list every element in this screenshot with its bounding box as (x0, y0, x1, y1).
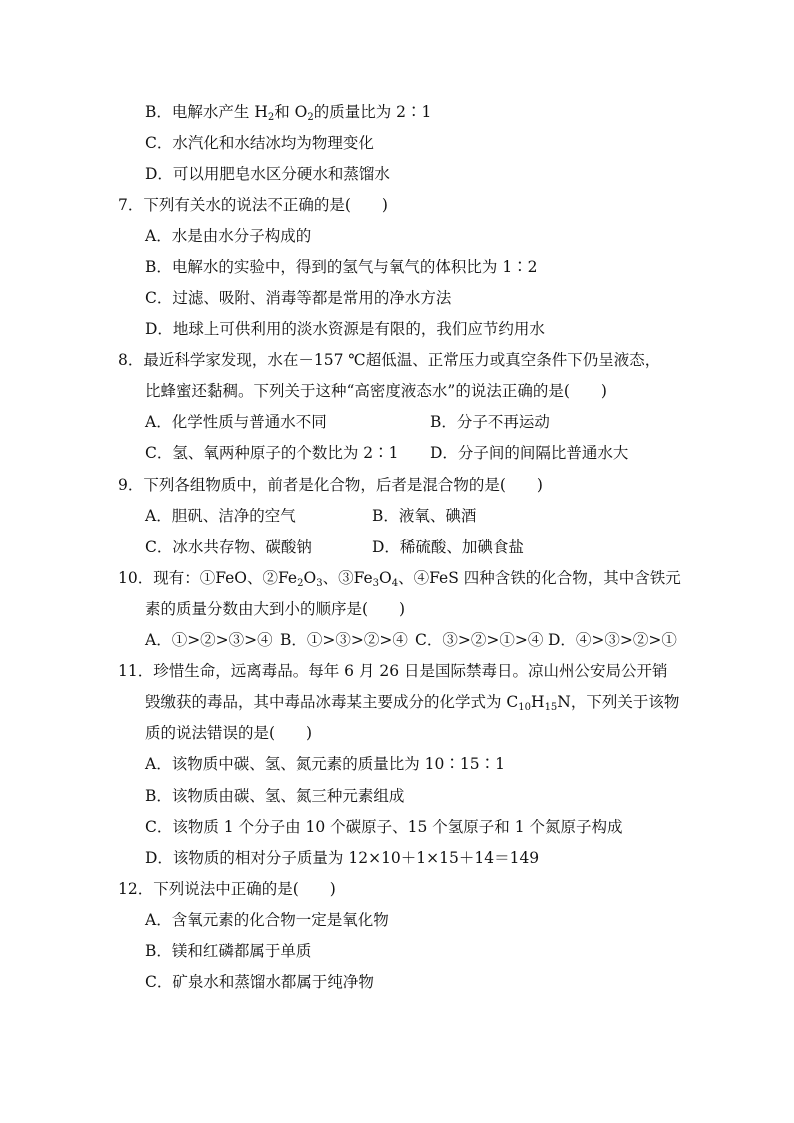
q7-stem: 7．下列有关水的说法不正确的是( ) (118, 196, 388, 214)
q10-stem-line2: 素的质量分数由大到小的顺序是( ) (145, 600, 406, 618)
q12-option-a: A．含氧元素的化合物一定是氧化物 (145, 911, 389, 929)
q10-option-c: C．③>②>①>④ (415, 631, 544, 649)
q11-stem-line2: 毁缴获的毒品，其中毒品冰毒某主要成分的化学式为 $C_{10}H_{15}N$，下列关于该物 (145, 693, 680, 713)
q8-option-c: C．氢、氧两种原子的个数比为 2∶1 (145, 444, 399, 462)
q8-option-a: A．化学性质与普通水不同 (145, 413, 327, 431)
q10-option-b: B．①>③>②>④ (280, 631, 408, 649)
prev-option-c: C．水汽化和水结冰均为物理变化 (145, 134, 374, 152)
q9-option-a: A．胆矾、洁净的空气 (145, 507, 296, 525)
q7-option-a: A．水是由水分子构成的 (145, 227, 312, 245)
q8-option-b: B．分子不再运动 (430, 413, 550, 431)
q10-option-a: A．①>②>③>④ (145, 631, 273, 649)
q8-stem-line1: 8．最近科学家发现，水在－157 ℃超低温、正常压力或真空条件下仍呈液态， (118, 351, 661, 369)
q11-option-a: A．该物质中碳、氢、氮元素的质量比为 10∶15∶1 (145, 755, 505, 773)
q8-option-d: D．分子间的间隔比普通水大 (430, 444, 629, 462)
q10-stem-line1: 10．现有：①FeO、$②Fe_2O_3$、$③Fe_3O_4$、④FeS 四种含铁的化合物，其中含铁元 (118, 569, 681, 589)
prev-option-d: D．可以用肥皂水区分硬水和蒸馏水 (145, 165, 390, 183)
q12-option-b: B．镁和红磷都属于单质 (145, 942, 312, 960)
q7-option-c: C．过滤、吸附、消毒等都是常用的净水方法 (145, 289, 452, 307)
q9-option-d: D．稀硫酸、加碘食盐 (372, 538, 524, 556)
q12-stem: 12．下列说法中正确的是( ) (118, 880, 336, 898)
prev-option-b: B．电解水产生 $H_2$和 $O_2$的质量比为 2∶1 (145, 103, 432, 123)
q11-option-c: C．该物质 1 个分子由 10 个碳原子、15 个氢原子和 1 个氮原子构成 (145, 818, 623, 836)
q11-option-d: D．该物质的相对分子质量为 12×10＋1×15＋14＝149 (145, 849, 540, 867)
q11-stem-line1: 11．珍惜生命，远离毒品。每年 6 月 26 日是国际禁毒日。凉山州公安局公开销 (118, 662, 668, 680)
q10-option-d: D．④>③>②>① (548, 631, 677, 649)
q7-option-b: B．电解水的实验中，得到的氢气与氧气的体积比为 1∶2 (145, 258, 538, 276)
q9-stem: 9．下列各组物质中，前者是化合物，后者是混合物的是( ) (118, 476, 543, 494)
q11-option-b: B．该物质由碳、氢、氮三种元素组成 (145, 787, 405, 805)
q8-stem-line2: 比蜂蜜还黏稠。下列关于这种“高密度液态水”的说法正确的是( ) (145, 382, 607, 400)
q7-option-d: D．地球上可供利用的淡水资源是有限的，我们应节约用水 (145, 320, 545, 338)
q11-stem-line3: 质的说法错误的是( ) (145, 724, 313, 742)
q9-option-c: C．冰水共存物、碳酸钠 (145, 538, 312, 556)
q12-option-c: C．矿泉水和蒸馏水都属于纯净物 (145, 973, 374, 991)
q9-option-b: B．液氧、碘酒 (372, 507, 477, 525)
